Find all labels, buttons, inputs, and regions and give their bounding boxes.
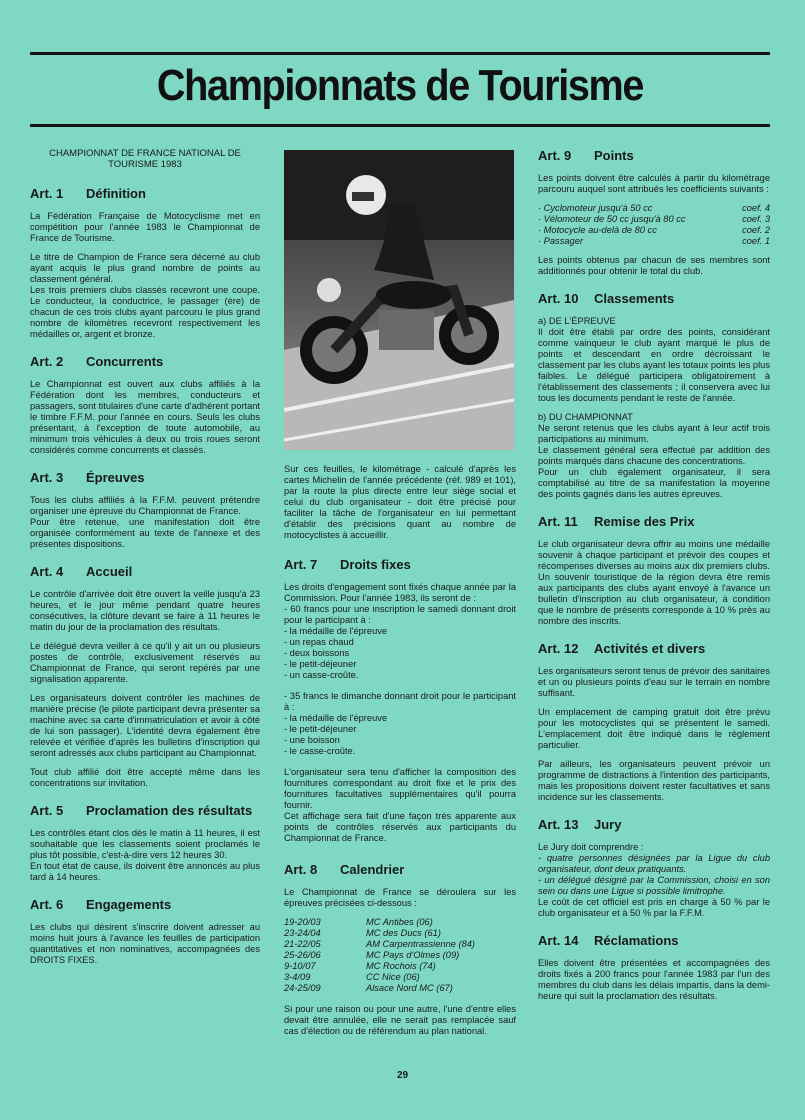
article-number: Art. 2 [30,354,64,369]
article-number: Art. 13 [538,817,579,832]
event-club: CC Nice (06) [366,972,420,982]
article-4 [30,564,260,789]
list-item: - le petit-déjeuner [284,659,357,669]
article-heading: Engagements [86,897,172,912]
article-number: Art. 11 [538,514,578,529]
coefficient-row [538,236,770,247]
paragraph: Tout club affilié doit être accepté même dans les concentrations sur invitation. [30,767,260,788]
coefficient-row [538,203,770,214]
paragraph: Les droits d'engagement sont fixés chaque année par la Commission. Pour l'année 1983, ils seront de : [284,582,516,603]
article-9 [538,148,770,277]
coefficient: coef. 3 [742,214,770,224]
event-date: 25-26/06 [284,950,321,960]
motorcycle-photo [284,150,514,450]
event-date: 9-10/07 [284,961,316,971]
vehicle-type: · Passager [538,236,583,246]
subheading: b) DU CHAMPIONNAT [538,412,633,422]
coefficient-row [538,214,770,225]
article-number: Art. 8 [284,862,318,877]
coefficients-list [538,203,770,247]
column-1 [30,140,260,980]
article-14 [538,933,770,1002]
event-date: 21-22/05 [284,939,321,949]
paragraph: Le Championnat de France se déroulera sur les épreuves précisées ci-dessous : [284,887,516,908]
article-number: Art. 10 [538,291,579,306]
top-rule [30,52,770,55]
column-2 [284,140,516,1051]
coefficient: coef. 1 [742,236,770,246]
sunday-items [284,713,516,757]
calendar-row [284,983,516,994]
vehicle-type: · Vélomoteur de 50 cc jusqu'à 80 cc [538,214,686,224]
paragraph: - 60 francs pour une inscription le samedi donnant droit pour le participant à : [284,604,516,625]
paragraph: Les trois premiers clubs classés recevront une coupe. Le conducteur, la conductrice, le passager (ère) de chacun de ces trois clubs ayant parcouru le plus grand nombre de kilomètres recevront respectivement les médailles or, argent et bronze. [30,285,260,339]
coefficient-row [538,225,770,236]
event-date: 23-24/04 [284,928,321,938]
article-number: Art. 12 [538,641,579,656]
vehicle-type: · Cyclomoteur jusqu'à 50 cc [538,203,653,213]
vehicle-type: · Motocycle au-delà de 80 cc [538,225,657,235]
paragraph: Le classement général sera effectué par addition des points marqués dans chacune des concentrations. [538,445,770,466]
title-rule [30,124,770,127]
column-3 [538,140,770,1016]
page-title: Championnats de Tourisme [156,61,644,110]
article-heading: Réclamations [594,933,679,948]
article-heading: Classements [594,291,675,306]
page-number: 29 [396,1070,409,1081]
article-number: Art. 14 [538,933,579,948]
article-13 [538,817,770,919]
jury-item: - quatre personnes désignées par la Ligue du club organisateur, dont deux pratiquants. [538,853,770,874]
article-number: Art. 5 [30,803,64,818]
subheading: a) DE L'ÉPREUVE [538,316,616,326]
list-item: - une boisson [284,735,340,745]
article-6 [30,897,260,966]
paragraph: Cet affichage sera fait d'une façon très apparente aux points de contrôles réservés aux participants du Championnat de France. [284,811,516,843]
article-heading: Calendrier [340,862,405,877]
article-heading: Droits fixes [340,557,411,572]
article-number: Art. 7 [284,557,318,572]
calendar-list [284,917,516,994]
calendar-row [284,917,516,928]
article-number: Art. 9 [538,148,572,163]
paragraph: Le coût de cet officiel est pris en charge à 50 % par le club organisateur et à 50 % par la F.F.M. [538,897,770,918]
article-heading: Accueil [86,564,133,579]
event-club: AM Carpentrassienne (84) [366,939,476,949]
event-date: 24-25/09 [284,983,321,993]
paragraph: Elles doivent être présentées et accompagnées des droits fixés à 200 francs pour l'année 1983 par l'un des membres du club dans les délais impartis, dans la demi-heure qui suit la proclamation des résultats. [538,958,770,1001]
championship-subtitle: CHAMPIONNAT DE FRANCE NATIONAL DE TOURISME 1983 [49,148,241,170]
article-11 [538,514,770,627]
paragraph: Les points doivent être calculés à partir du kilométrage parcouru auquel sont attribués les coefficients suivants : [538,173,770,194]
calendar-row [284,950,516,961]
paragraph: Ne seront retenus que les clubs ayant à leur actif trois participations au minimum. [538,423,770,444]
paragraph: Les contrôles étant clos dès le matin à 11 heures, il est souhaitable que les classements soient proclamés le plus tôt possible, c'est-à-dire vers 12 heures 30. [30,828,260,860]
paragraph: - 35 francs le dimanche donnant droit pour le participant à : [284,691,516,712]
calendar-row [284,961,516,972]
list-item: - un repas chaud [284,637,354,647]
calendar-row [284,972,516,983]
motorcycle-rider-image [284,150,514,450]
article-number: Art. 1 [30,186,64,201]
article-heading: Activités et divers [594,641,706,656]
article-heading: Définition [86,186,146,201]
article-number: Art. 4 [30,564,64,579]
article-1 [30,186,260,340]
article-7 [284,557,516,844]
paragraph: Le titre de Champion de France sera décerné au club ayant acquis le plus grand nombre de points au classement général. [30,252,260,284]
article-8 [284,862,516,1037]
article-heading: Remise des Prix [594,514,695,529]
paragraph: Pour être retenue, une manifestation doit être organisée conformément au texte de l'annexe et des présentes dispositions. [30,517,260,549]
article-heading: Points [594,148,634,163]
article-2 [30,354,260,456]
event-club: Alsace Nord MC (67) [366,983,453,993]
article-heading: Proclamation des résultats [86,803,253,818]
article-heading: Concurrents [86,354,164,369]
article-number: Art. 3 [30,470,64,485]
paragraph: Pour un club également organisateur, il sera comptabilisé au titre de sa manifestation la moyenne des points gagnés dans les autres épreuves. [538,467,770,499]
coefficient: coef. 4 [742,203,770,213]
list-item: - la médaille de l'épreuve [284,626,388,636]
list-item: - le casse-croûte. [284,746,356,756]
paragraph: Il doit être établi par ordre des points, considérant comme vainqueur le club ayant marqué le plus de points et descendant en ordre décroissant le classement par les clubs ayant les totaux points les plus faibles. Le délégué participera obligatoirement à l'établissement des classements ; il conservera avec lui tous les documents pendant le reste de l'année. [538,327,770,403]
paragraph: Le Championnat est ouvert aux clubs affiliés à la Fédération dont les membres, conducteurs et passagers, sont titulaires d'une carte d'adhérent portant le timbre F.F.M. pour l'année en cours. Seuls les clubs présentant, à l'exception de toute automobile, au minimum trois véhicules à deux ou trois roues seront considérés comme concurrents et classés. [30,379,260,455]
paragraph: Le Jury doit comprendre : [538,842,644,852]
paragraph: Si pour une raison ou pour une autre, l'une d'entre elles devait être annulée, elle ne serait pas remplacée sauf cas d'élection ou de référendum au plan national. [284,1004,516,1036]
paragraph: Les points obtenus par chacun de ses membres sont additionnés pour obtenir le total du club. [538,255,770,276]
paragraph: Le délégué devra veiller à ce qu'il y ait un ou plusieurs postes de contrôle, exclusivement réservés au Championnat de France, qui seront repérés par une signalisation apparente. [30,641,260,684]
list-item: - le petit-déjeuner [284,724,357,734]
calendar-row [284,928,516,939]
article-5 [30,803,260,883]
article-heading: Jury [594,817,622,832]
calendar-row [284,939,516,950]
article-number: Art. 6 [30,897,64,912]
event-club: MC des Ducs (61) [366,928,441,938]
event-date: 19-20/03 [284,917,321,927]
paragraph: Par ailleurs, les organisateurs peuvent prévoir un programme de distractions à l'intention des participants, mais les propositions doivent rester facultatives et sans incidence sur les classements. [538,759,770,802]
event-club: MC Pays d'Olmes (09) [366,950,460,960]
jury-item: - un délégué désigné par la Commission, choisi en son sein ou dans une Ligue si possible limitrophe. [538,875,770,896]
coefficient: coef. 2 [742,225,770,235]
list-item: - un casse-croûte. [284,670,359,680]
list-item: - deux boissons [284,648,350,658]
paragraph: Les organisateurs doivent contrôler les machines de manière précise (le pilote participant devra présenter sa machine avec sa carte d'immatriculation et avoir à côté de lui son passager). L'identité devra également être relevée et vérifiée d'après les bulletins d'inscription qui seront adressés aux clubs participant au Championnat. [30,693,260,758]
event-club: MC Antibes (06) [366,917,433,927]
article-12 [538,641,770,803]
paragraph: Le contrôle d'arrivée doit être ouvert la veille jusqu'à 23 heures, et le jour même pendant quatre heures consécutives, la clôture devant se faire à 11 heures le matin du jour de la proclamation des résultats. [30,589,260,632]
paragraph: L'organisateur sera tenu d'afficher la composition des fournitures correspondant au droit fixe et le prix des fournitures facultatives supplémentaires qu'il pourra fournir. [284,767,516,810]
list-item: - la médaille de l'épreuve [284,713,388,723]
paragraph: Un emplacement de camping gratuit doit être prévu pour les motocyclistes qui se présentent le samedi. L'emplacement doit être indiqué dans le règlement particulier. [538,707,770,750]
event-club: MC Rochois (74) [366,961,436,971]
paragraph: En tout état de cause, ils doivent être annoncés au plus tard à 14 heures. [30,861,260,882]
event-date: 3-4/09 [284,972,311,982]
paragraph: Le club organisateur devra offrir au moins une médaille souvenir à chaque participant et prévoir des coupes et récompenses diverses au moins aux dix premiers clubs. Un souvenir touristique de la région devra être remis aux participants des clubs ayant envoyé à l'avance un bulletin d'inscription au club organisateur, à condition que le nombre de présents corresponde à 10 % près au nombre des inscrits. [538,539,770,626]
paragraph: Tous les clubs affiliés à la F.F.M. peuvent prétendre organiser une épreuve du Championnat de France. [30,495,260,516]
paragraph: Les organisateurs seront tenus de prévoir des sanitaires et un ou plusieurs points d'eau sur le terrain en nombre suffisant. [538,666,770,698]
saturday-items [284,626,516,681]
article-heading: Épreuves [86,470,145,485]
photo-caption: Sur ces feuilles, le kilométrage - calculé d'après les cartes Michelin de l'année précédente (réf. 989 et 101), par la route la plus directe entre leur siège social et celui du club organisateur - doit être précisé pour faciliter la tâche de l'organisateur en lui permettant d'établir des précisions quant au nombre de motocyclistes à accueillir. [284,464,516,540]
article-10 [538,291,770,500]
paragraph: La Fédération Française de Motocyclisme met en compétition pour l'année 1983 le Championnat de France de Tourisme. [30,211,260,243]
paragraph: Les clubs qui désirent s'inscrire doivent adresser au moins huit jours à l'avance les feuilles de participation quantitatives et non nominatives, accompagnées des DROITS FIXES. [30,922,260,965]
article-3 [30,470,260,550]
